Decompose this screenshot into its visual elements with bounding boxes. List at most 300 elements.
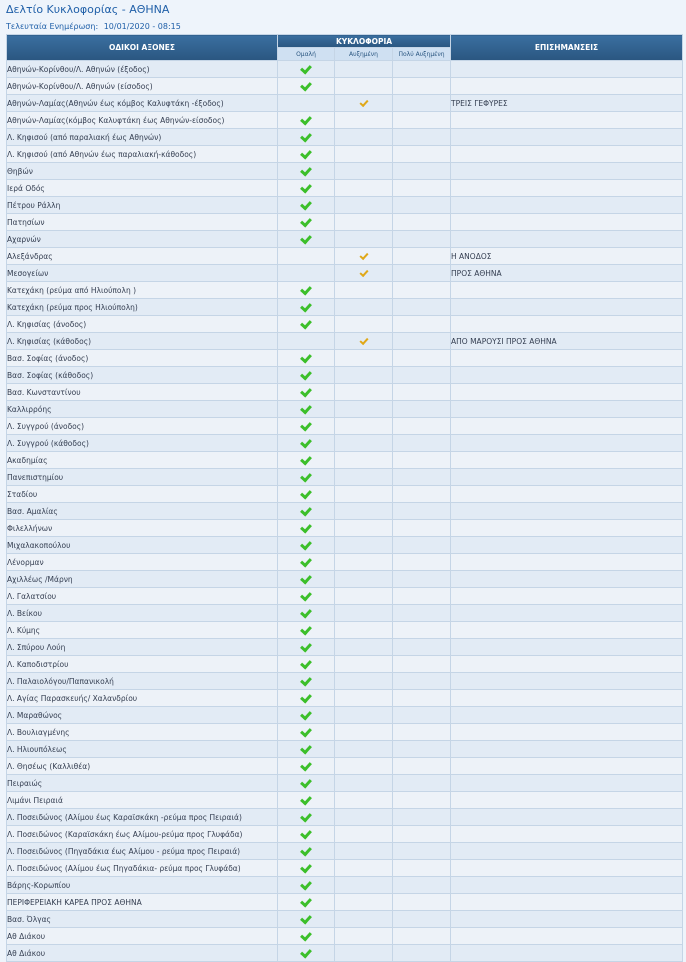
road-name: Λ. Αγίας Παρασκευής/ Χαλανδρίου [7,690,278,707]
table-row [7,894,683,911]
status-cell-normal [278,503,335,520]
green-check-icon [300,623,312,635]
note-cell [451,78,683,95]
road-name: Λ. Θησέως (Καλλιθέα) [7,758,278,775]
status-cell-increased [335,520,393,537]
road-name: Αθ Διάκου [7,928,278,945]
status-cell-normal [278,401,335,418]
status-cell-normal [278,554,335,571]
status-cell-very-increased [393,622,451,639]
table-row [7,469,683,486]
status-cell-increased [335,673,393,690]
status-cell-very-increased [393,299,451,316]
status-cell-very-increased [393,265,451,282]
note-cell [451,588,683,605]
status-cell-very-increased [393,180,451,197]
table-row [7,401,683,418]
status-cell-normal [278,214,335,231]
note-cell [451,350,683,367]
status-cell-normal [278,588,335,605]
status-cell-increased [335,809,393,826]
status-cell-very-increased [393,452,451,469]
green-check-icon [300,827,312,839]
green-check-icon [300,555,312,567]
table-row [7,231,683,248]
green-check-icon [300,453,312,465]
status-cell-normal [278,639,335,656]
road-name: Αθηνών-Κορίνθου/Λ. Αθηνών (έξοδος) [7,61,278,78]
status-cell-very-increased [393,520,451,537]
status-cell-very-increased [393,554,451,571]
road-name: Θηβών [7,163,278,180]
status-cell-normal [278,129,335,146]
status-cell-very-increased [393,401,451,418]
header-normal: Ομαλή [278,48,335,61]
road-name: Λ. Κύμης [7,622,278,639]
table-row [7,214,683,231]
status-cell-very-increased [393,486,451,503]
road-name: Αθηνών-Κορίνθου/Λ. Αθηνών (είσοδος) [7,78,278,95]
status-cell-normal [278,741,335,758]
status-cell-increased [335,418,393,435]
status-cell-increased [335,350,393,367]
road-name: Λ. Συγγρού (άνοδος) [7,418,278,435]
note-cell [451,367,683,384]
note-cell [451,877,683,894]
table-row [7,775,683,792]
note-cell [451,214,683,231]
status-cell-very-increased [393,537,451,554]
table-row [7,282,683,299]
green-check-icon [300,895,312,907]
road-name: Βάρης-Κορωπίου [7,877,278,894]
green-check-icon [300,300,312,312]
table-row [7,112,683,129]
table-row [7,316,683,333]
note-cell [451,758,683,775]
road-name: Αχαρνών [7,231,278,248]
road-name: Λ. Ποσειδώνος (Καραϊσκάκη έως Αλίμου-ρεύμα προς Γλυφάδα) [7,826,278,843]
status-cell-very-increased [393,282,451,299]
status-cell-increased [335,894,393,911]
status-cell-very-increased [393,350,451,367]
status-cell-increased [335,690,393,707]
note-cell [451,112,683,129]
road-name: Μιχαλακοπούλου [7,537,278,554]
green-check-icon [300,674,312,686]
road-name: Μεσογείων [7,265,278,282]
status-cell-increased [335,78,393,95]
status-cell-increased [335,180,393,197]
status-cell-normal [278,724,335,741]
status-cell-increased [335,282,393,299]
status-cell-very-increased [393,214,451,231]
status-cell-increased [335,469,393,486]
note-cell [451,894,683,911]
status-cell-very-increased [393,690,451,707]
status-cell-increased [335,775,393,792]
road-name: Ακαδημίας [7,452,278,469]
road-name: Λ. Σπύρου Λούη [7,639,278,656]
status-cell-increased [335,112,393,129]
status-cell-very-increased [393,707,451,724]
table-row [7,928,683,945]
table-row [7,95,683,112]
note-cell [451,435,683,452]
note-cell [451,469,683,486]
status-cell-increased [335,622,393,639]
status-cell-increased [335,537,393,554]
table-row [7,639,683,656]
table-row [7,843,683,860]
note-cell [451,656,683,673]
table-row [7,520,683,537]
status-cell-very-increased [393,333,451,350]
green-check-icon [300,215,312,227]
green-check-icon [300,164,312,176]
status-cell-increased [335,265,393,282]
status-cell-increased [335,707,393,724]
status-cell-very-increased [393,435,451,452]
status-cell-normal [278,231,335,248]
road-name: Λ. Ηλιουπόλεως [7,741,278,758]
status-cell-increased [335,860,393,877]
note-cell [451,197,683,214]
status-cell-normal [278,673,335,690]
green-check-icon [300,759,312,771]
note-cell [451,418,683,435]
status-cell-very-increased [393,61,451,78]
status-cell-increased [335,129,393,146]
road-name: Λ. Κηφισού (από παραλιακή έως Αθηνών) [7,129,278,146]
table-row [7,741,683,758]
road-name: Βασ. Σοφίας (κάθοδος) [7,367,278,384]
note-cell [451,384,683,401]
status-cell-increased [335,843,393,860]
status-cell-increased [335,639,393,656]
status-cell-normal [278,265,335,282]
table-row [7,860,683,877]
status-cell-increased [335,61,393,78]
table-row [7,690,683,707]
road-name: Λ. Παλαιολόγου/Παπανικολή [7,673,278,690]
status-cell-increased [335,95,393,112]
status-cell-increased [335,877,393,894]
status-cell-normal [278,146,335,163]
green-check-icon [300,912,312,924]
road-name: Πατησίων [7,214,278,231]
green-check-icon [300,844,312,856]
green-check-icon [300,181,312,193]
status-cell-normal [278,656,335,673]
table-row [7,911,683,928]
table-row [7,61,683,78]
table-row [7,707,683,724]
road-name: Ιερά Οδός [7,180,278,197]
header-notes: ΕΠΙΣΗΜΑΝΣΕΙΣ [451,35,683,61]
note-cell [451,945,683,962]
road-name: Βασ. Κωνσταντίνου [7,384,278,401]
road-name: Βασ. Σοφίας (άνοδος) [7,350,278,367]
yellow-check-icon [359,268,368,277]
road-name: Λ. Γαλατσίου [7,588,278,605]
status-cell-normal [278,350,335,367]
status-cell-very-increased [393,656,451,673]
note-cell [451,282,683,299]
road-name: Λιμάνι Πειραιά [7,792,278,809]
status-cell-increased [335,435,393,452]
status-cell-very-increased [393,129,451,146]
yellow-check-icon [359,336,368,345]
status-cell-very-increased [393,469,451,486]
status-cell-normal [278,520,335,537]
table-row [7,486,683,503]
status-cell-normal [278,605,335,622]
note-cell [451,707,683,724]
status-cell-normal [278,299,335,316]
table-row [7,197,683,214]
status-cell-very-increased [393,724,451,741]
table-row [7,299,683,316]
note-cell [451,928,683,945]
road-name: Φιλελλήνων [7,520,278,537]
table-row [7,180,683,197]
table-row [7,571,683,588]
status-cell-very-increased [393,945,451,962]
status-cell-increased [335,605,393,622]
green-check-icon [300,130,312,142]
road-name: Κατεχάκη (ρεύμα από Ηλιούπολη ) [7,282,278,299]
yellow-check-icon [359,98,368,107]
table-row [7,758,683,775]
note-cell [451,622,683,639]
note-cell [451,61,683,78]
yellow-check-icon [359,251,368,260]
note-cell [451,775,683,792]
green-check-icon [300,317,312,329]
note-cell [451,537,683,554]
table-row [7,809,683,826]
status-cell-very-increased [393,146,451,163]
status-cell-very-increased [393,860,451,877]
green-check-icon [300,232,312,244]
traffic-table [6,34,683,962]
status-cell-very-increased [393,928,451,945]
status-cell-normal [278,197,335,214]
green-check-icon [300,283,312,295]
last-update-value: 10/01/2020 - 08:15 [103,22,181,31]
green-check-icon [300,708,312,720]
status-cell-normal [278,707,335,724]
note-cell [451,690,683,707]
green-check-icon [300,725,312,737]
road-name: Αχιλλέως /Μάρνη [7,571,278,588]
green-check-icon [300,572,312,584]
table-row [7,333,683,350]
status-cell-normal [278,843,335,860]
note-cell [451,401,683,418]
table-row [7,350,683,367]
status-cell-normal [278,758,335,775]
note-cell [451,724,683,741]
road-name: Λ. Καποδιστρίου [7,656,278,673]
green-check-icon [300,351,312,363]
status-cell-increased [335,588,393,605]
table-row [7,384,683,401]
note-cell [451,316,683,333]
status-cell-normal [278,112,335,129]
status-cell-normal [278,367,335,384]
table-row [7,418,683,435]
status-cell-normal [278,61,335,78]
note-cell: Η ΑΝΟΔΟΣ [451,248,683,265]
status-cell-very-increased [393,112,451,129]
status-cell-very-increased [393,384,451,401]
status-cell-increased [335,945,393,962]
table-row [7,265,683,282]
table-row [7,605,683,622]
table-row [7,554,683,571]
status-cell-normal [278,809,335,826]
status-cell-very-increased [393,639,451,656]
road-name: Βασ. Αμαλίας [7,503,278,520]
note-cell [451,571,683,588]
road-name: Λ. Ποσειδώνος (Αλίμου έως Καραϊσκάκη -ρεύμα προς Πειραιά) [7,809,278,826]
status-cell-very-increased [393,95,451,112]
status-cell-very-increased [393,843,451,860]
status-cell-very-increased [393,809,451,826]
status-cell-very-increased [393,418,451,435]
status-cell-very-increased [393,673,451,690]
status-cell-increased [335,554,393,571]
status-cell-increased [335,146,393,163]
status-cell-very-increased [393,877,451,894]
status-cell-very-increased [393,197,451,214]
note-cell [451,520,683,537]
note-cell [451,146,683,163]
note-cell [451,486,683,503]
last-update [0,18,686,32]
status-cell-very-increased [393,911,451,928]
road-name: Κατεχάκη (ρεύμα προς Ηλιούπολη) [7,299,278,316]
table-row [7,78,683,95]
note-cell [451,826,683,843]
header-very-increased: Πολύ Αυξημένη [393,48,451,61]
green-check-icon [300,147,312,159]
green-check-icon [300,742,312,754]
table-row [7,452,683,469]
road-name: Λ. Ποσειδώνος (Πηγαδάκια έως Αλίμου - ρεύμα προς Πειραιά) [7,843,278,860]
road-name: Λ. Βείκου [7,605,278,622]
status-cell-increased [335,316,393,333]
status-cell-increased [335,928,393,945]
green-check-icon [300,776,312,788]
note-cell [451,129,683,146]
status-cell-very-increased [393,163,451,180]
status-cell-increased [335,248,393,265]
green-check-icon [300,606,312,618]
green-check-icon [300,538,312,550]
table-row [7,622,683,639]
road-name: Λ. Μαραθώνος [7,707,278,724]
status-cell-very-increased [393,758,451,775]
road-name: Πανεπιστημίου [7,469,278,486]
road-name: Αθ Διάκου [7,945,278,962]
road-name: Βασ. Όλγας [7,911,278,928]
table-row [7,656,683,673]
status-cell-normal [278,452,335,469]
green-check-icon [300,521,312,533]
status-cell-very-increased [393,248,451,265]
note-cell [451,605,683,622]
header-increased: Αυξημένη [335,48,393,61]
status-cell-normal [278,469,335,486]
note-cell [451,860,683,877]
table-row [7,877,683,894]
status-cell-increased [335,792,393,809]
note-cell [451,639,683,656]
note-cell: ΑΠΟ ΜΑΡΟΥΣΙ ΠΡΟΣ ΑΘΗΝΑ [451,333,683,350]
status-cell-increased [335,486,393,503]
status-cell-normal [278,163,335,180]
status-cell-normal [278,537,335,554]
table-row [7,588,683,605]
status-cell-very-increased [393,894,451,911]
status-cell-increased [335,367,393,384]
green-check-icon [300,861,312,873]
status-cell-increased [335,571,393,588]
status-cell-normal [278,894,335,911]
green-check-icon [300,113,312,125]
last-update-label: Τελευταία Ενημέρωση: [6,22,99,31]
road-name: Αθηνών-Λαμίας(κόμβος Καλυφτάκη έως Αθηνών-είσοδος) [7,112,278,129]
status-cell-increased [335,197,393,214]
status-cell-very-increased [393,588,451,605]
status-cell-normal [278,622,335,639]
status-cell-normal [278,333,335,350]
road-name: Λ. Ποσειδώνος (Αλίμου έως Πηγαδάκια- ρεύμα προς Γλυφάδα) [7,860,278,877]
status-cell-very-increased [393,503,451,520]
green-check-icon [300,657,312,669]
note-cell [451,231,683,248]
green-check-icon [300,504,312,516]
status-cell-increased [335,741,393,758]
status-cell-increased [335,911,393,928]
status-cell-normal [278,486,335,503]
table-row [7,129,683,146]
status-cell-very-increased [393,231,451,248]
note-cell [451,843,683,860]
road-name: Αλεξάνδρας [7,248,278,265]
note-cell [451,452,683,469]
road-name: Λένορμαν [7,554,278,571]
road-name: Λ. Συγγρού (κάθοδος) [7,435,278,452]
status-cell-normal [278,282,335,299]
page-title: Δελτίο Κυκλοφορίας - ΑΘΗΝΑ [6,3,170,16]
status-cell-increased [335,214,393,231]
status-cell-increased [335,401,393,418]
status-cell-increased [335,163,393,180]
green-check-icon [300,419,312,431]
note-cell [451,503,683,520]
status-cell-normal [278,877,335,894]
status-cell-increased [335,724,393,741]
status-cell-normal [278,792,335,809]
status-cell-normal [278,826,335,843]
table-row [7,367,683,384]
table-row [7,724,683,741]
green-check-icon [300,470,312,482]
